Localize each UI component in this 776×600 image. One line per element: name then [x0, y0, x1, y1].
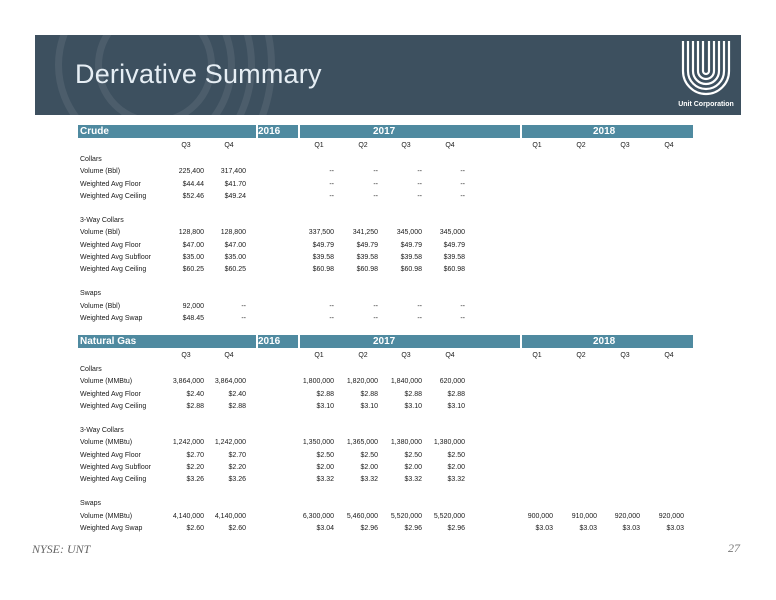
table-cell: $2.20: [228, 463, 246, 471]
section-label: Natural Gas: [78, 335, 256, 348]
year-header: 2017: [300, 125, 520, 138]
table-cell: 1,380,000: [390, 439, 422, 447]
table-cell: 128,800: [220, 229, 246, 237]
table-cell: $2.00: [316, 463, 334, 471]
table-cell: --: [329, 314, 334, 322]
quarter-header: Q3: [620, 142, 630, 149]
table-cell: 920,000: [658, 512, 684, 520]
table-cell: --: [460, 302, 465, 310]
table-cell: 3,864,000: [214, 378, 246, 386]
table-cell: --: [417, 314, 422, 322]
table-cell: $2.70: [228, 451, 246, 459]
row-label: Volume (Bbl): [80, 168, 121, 176]
table-cell: 5,520,000: [390, 512, 422, 520]
table-cell: $2.88: [186, 402, 204, 410]
table-cell: $39.58: [356, 253, 378, 261]
group-label: Collars: [80, 156, 102, 164]
table-cell: $41.70: [224, 180, 246, 188]
page-number: 27: [728, 541, 740, 555]
row-label: Weighted Avg Swap: [80, 314, 143, 322]
section-header-bar: [78, 125, 693, 138]
crude-section: [78, 125, 693, 330]
table-cell: $49.79: [443, 241, 465, 249]
table-cell: 920,000: [614, 512, 640, 520]
table-cell: $3.03: [579, 524, 597, 532]
table-cell: $2.50: [447, 451, 465, 459]
table-cell: $52.46: [182, 192, 204, 200]
table-cell: $48.45: [182, 314, 204, 322]
quarter-header: Q4: [224, 352, 234, 359]
row-label: Weighted Avg Ceiling: [80, 476, 147, 483]
table-cell: 341,250: [352, 229, 378, 237]
table-cell: $2.88: [360, 390, 378, 398]
table-cell: 4,140,000: [172, 512, 204, 520]
table-cell: --: [460, 314, 465, 322]
company-logo: [675, 35, 737, 115]
row-label: Weighted Avg Floor: [80, 241, 141, 249]
row-label: Volume (Bbl): [80, 302, 121, 310]
unit-u-logo-icon: [677, 37, 735, 99]
table-cell: 5,460,000: [346, 512, 378, 520]
group-label: Swaps: [80, 500, 102, 508]
table-cell: --: [417, 180, 422, 188]
table-cell: 1,242,000: [172, 439, 204, 447]
table-cell: $2.60: [186, 524, 204, 532]
section-header-bar: [78, 335, 693, 348]
table-cell: --: [329, 302, 334, 310]
page-title: Derivative Summary: [75, 59, 322, 89]
quarter-header: Q3: [181, 352, 191, 359]
footer-ticker: NYSE: UNT: [32, 542, 91, 556]
table-cell: 900,000: [527, 512, 553, 520]
table-cell: 317,400: [220, 168, 246, 176]
table-cell: $60.98: [443, 266, 465, 273]
table-cell: $3.32: [360, 476, 378, 483]
quarter-header: Q2: [576, 352, 586, 359]
table-cell: $3.10: [404, 402, 422, 410]
table-cell: $2.00: [360, 463, 378, 471]
table-cell: 910,000: [571, 512, 597, 520]
table-cell: $2.96: [447, 524, 465, 532]
quarter-header: Q4: [664, 352, 674, 359]
row-label: Weighted Avg Swap: [80, 524, 143, 532]
table-cell: $2.00: [404, 463, 422, 471]
table-cell: --: [329, 192, 334, 200]
table-cell: $3.10: [360, 402, 378, 410]
table-cell: 337,500: [308, 229, 334, 237]
table-cell: $60.25: [182, 266, 204, 273]
year-header: 2018: [522, 335, 693, 348]
table-cell: $2.50: [360, 451, 378, 459]
table-cell: $3.04: [316, 524, 334, 532]
table-cell: $44.44: [182, 180, 204, 188]
table-cell: $35.00: [224, 253, 246, 261]
table-cell: $2.88: [404, 390, 422, 398]
table-cell: 345,000: [439, 229, 465, 237]
table-cell: 1,840,000: [390, 378, 422, 386]
row-label: Weighted Avg Floor: [80, 180, 141, 188]
table-cell: 1,800,000: [302, 378, 334, 386]
quarter-header: Q1: [314, 142, 324, 149]
table-cell: --: [417, 168, 422, 176]
table-cell: 1,242,000: [214, 439, 246, 447]
table-cell: $2.20: [186, 463, 204, 471]
table-cell: $2.50: [316, 451, 334, 459]
table-cell: --: [460, 192, 465, 200]
quarter-header: Q1: [532, 352, 542, 359]
table-cell: $39.58: [400, 253, 422, 261]
row-label: Weighted Avg Subfloor: [80, 463, 151, 471]
quarter-header: Q2: [358, 142, 368, 149]
table-cell: --: [373, 192, 378, 200]
table-cell: $2.96: [360, 524, 378, 532]
table-cell: --: [460, 180, 465, 188]
table-cell: 92,000: [182, 302, 204, 310]
row-label: Weighted Avg Subfloor: [80, 253, 151, 261]
table-cell: $49.79: [312, 241, 334, 249]
table-cell: --: [460, 168, 465, 176]
table-cell: 1,380,000: [433, 439, 465, 447]
table-cell: $3.10: [316, 402, 334, 410]
table-cell: $2.88: [316, 390, 334, 398]
table-cell: $3.03: [666, 524, 684, 532]
table-cell: --: [329, 180, 334, 188]
table-cell: 128,800: [178, 229, 204, 237]
quarter-header: Q2: [576, 142, 586, 149]
table-cell: --: [373, 180, 378, 188]
row-label: Weighted Avg Ceiling: [80, 192, 147, 200]
table-cell: 345,000: [396, 229, 422, 237]
table-cell: 6,300,000: [302, 512, 334, 520]
table-cell: --: [329, 168, 334, 176]
table-cell: $60.98: [312, 266, 334, 273]
table-cell: $49.24: [224, 192, 246, 200]
table-cell: --: [373, 302, 378, 310]
title-banner: [35, 35, 741, 115]
table-cell: $3.32: [447, 476, 465, 483]
group-label: Collars: [80, 366, 102, 374]
table-cell: 225,400: [178, 168, 204, 176]
year-header: 2017: [300, 335, 520, 348]
table-cell: $2.40: [228, 390, 246, 398]
table-cell: $3.26: [186, 476, 204, 483]
logo-text: Unit Corporation: [678, 101, 734, 108]
table-cell: --: [241, 302, 246, 310]
table-cell: $60.25: [224, 266, 246, 273]
section-label: Crude: [78, 125, 256, 138]
row-label: Weighted Avg Floor: [80, 451, 141, 459]
quarter-header: Q3: [401, 352, 411, 359]
group-label: Swaps: [80, 290, 102, 298]
table-cell: $49.79: [356, 241, 378, 249]
row-label: Volume (MMBtu): [80, 439, 133, 447]
table-cell: $3.03: [622, 524, 640, 532]
table-cell: $3.10: [447, 402, 465, 410]
table-cell: $2.40: [186, 390, 204, 398]
table-cell: 1,350,000: [302, 439, 334, 447]
table-cell: --: [373, 314, 378, 322]
table-cell: $60.98: [400, 266, 422, 273]
row-label: Volume (Bbl): [80, 229, 121, 237]
table-cell: 1,365,000: [346, 439, 378, 447]
table-cell: $2.50: [404, 451, 422, 459]
table-cell: --: [417, 192, 422, 200]
quarter-header: Q4: [445, 352, 455, 359]
row-label: Weighted Avg Ceiling: [80, 402, 147, 410]
table-cell: --: [241, 314, 246, 322]
table-cell: $47.00: [182, 241, 204, 249]
quarter-header: Q3: [620, 352, 630, 359]
table-cell: $3.32: [316, 476, 334, 483]
row-label: Weighted Avg Ceiling: [80, 266, 147, 273]
table-cell: --: [417, 302, 422, 310]
year-header: 2016: [258, 125, 298, 138]
quarter-header: Q3: [401, 142, 411, 149]
table-cell: $2.70: [186, 451, 204, 459]
table-cell: $2.88: [228, 402, 246, 410]
table-cell: $2.00: [447, 463, 465, 471]
table-cell: $2.96: [404, 524, 422, 532]
year-header: 2018: [522, 125, 693, 138]
table-cell: $3.32: [404, 476, 422, 483]
table-cell: $60.98: [356, 266, 378, 273]
year-header: 2016: [258, 335, 298, 348]
table-cell: 4,140,000: [214, 512, 246, 520]
group-label: 3-Way Collars: [80, 217, 124, 225]
table-cell: 5,520,000: [433, 512, 465, 520]
quarter-header: Q4: [224, 142, 234, 149]
table-cell: 3,864,000: [172, 378, 204, 386]
quarter-header: Q4: [664, 142, 674, 149]
table-cell: $3.26: [228, 476, 246, 483]
row-label: Volume (MMBtu): [80, 378, 133, 386]
quarter-header: Q4: [445, 142, 455, 149]
table-cell: 1,820,000: [346, 378, 378, 386]
row-label: Volume (MMBtu): [80, 512, 133, 520]
table-cell: --: [373, 168, 378, 176]
table-cell: $2.60: [228, 524, 246, 532]
table-cell: $39.58: [312, 253, 334, 261]
quarter-header: Q3: [181, 142, 191, 149]
table-cell: $39.58: [443, 253, 465, 261]
quarter-header: Q2: [358, 352, 368, 359]
table-cell: $47.00: [224, 241, 246, 249]
table-cell: $35.00: [182, 253, 204, 261]
natural-gas-section: [78, 335, 693, 535]
table-cell: $3.03: [535, 524, 553, 532]
quarter-header: Q1: [532, 142, 542, 149]
quarter-header: Q1: [314, 352, 324, 359]
group-label: 3-Way Collars: [80, 427, 124, 435]
table-cell: 620,000: [439, 378, 465, 386]
table-cell: $49.79: [400, 241, 422, 249]
row-label: Weighted Avg Floor: [80, 390, 141, 398]
table-cell: $2.88: [447, 390, 465, 398]
